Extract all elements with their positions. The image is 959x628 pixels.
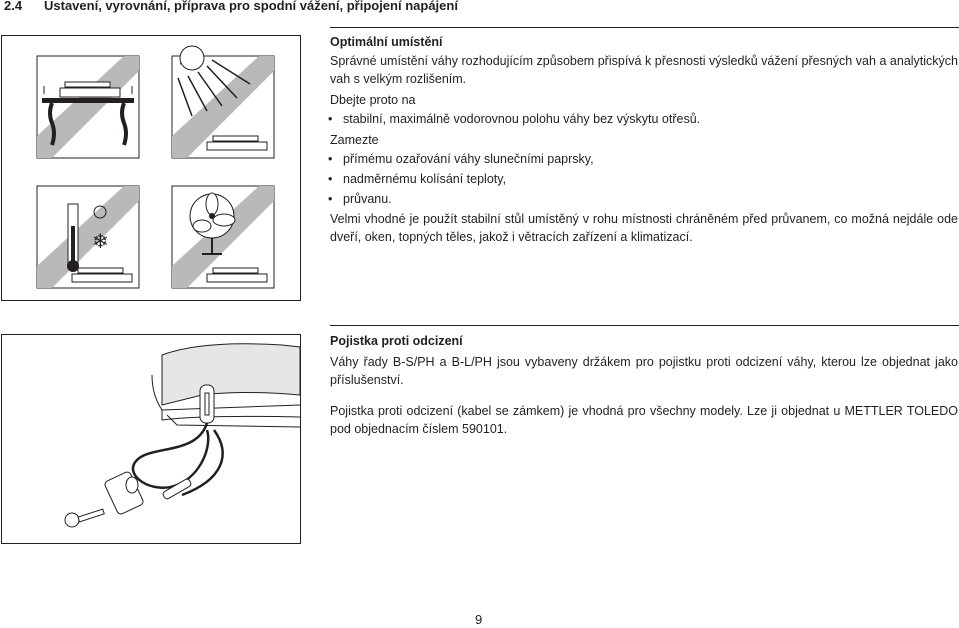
section-heading: Pojistka proti odcizení <box>330 334 463 348</box>
stable-table-icon <box>37 56 139 158</box>
list-item: • přímému ozařování váhy slunečními paprsky, <box>330 152 594 166</box>
section-title: Ustavení, vyrovnání, příprava pro spodní vážení, připojení napájení <box>44 0 458 13</box>
intro-text: Dbejte proto na <box>330 93 416 107</box>
page-number: 9 <box>475 612 483 627</box>
paragraph: Váhy řady B-S/PH a B-L/PH jsou vybaveny držákem pro pojistku proti odcizení váhy, kterou lze objednat jako příslušenství. <box>330 355 958 387</box>
section-divider <box>330 325 959 326</box>
svg-text:❄: ❄ <box>92 229 109 253</box>
temperature-icon <box>37 186 139 288</box>
placement-illustration <box>2 36 302 302</box>
paragraph: Pojistka proti odcizení (kabel se zámkem) je vhodná pro všechny modely. Lze ji objednat u METTLER TOLEDO pod objednacím číslem 590101. <box>330 404 958 436</box>
fan-draft-icon <box>172 186 274 288</box>
list-item: • stabilní, maximálně vodorovnou polohu váhy bez výskytu otřesů. <box>330 112 700 126</box>
sun-rays-icon <box>172 46 274 158</box>
paragraph: Správné umístění váhy rozhodujícím způsobem přispívá k přesnosti výsledků vážení přesných vah a analytických vah s velkým rozlišením. <box>330 54 958 86</box>
list-item: • nadměrnému kolísání teploty, <box>330 172 506 186</box>
section-divider <box>330 27 959 28</box>
placement-figure <box>1 35 301 301</box>
paragraph: Velmi vhodné je použít stabilní stůl umístěný v rohu místnosti chráněném před průvanem, co možná nejdále ode dveří, oken, topných těles, jakož i větracích zařízení a klimatizací. <box>330 212 958 244</box>
anti-theft-figure <box>1 334 301 544</box>
section-heading: Optimální umístění <box>330 35 443 49</box>
section-number: 2.4 <box>4 0 23 13</box>
intro-text: Zamezte <box>330 133 379 147</box>
anti-theft-illustration <box>2 335 302 545</box>
list-item: • průvanu. <box>330 192 392 206</box>
